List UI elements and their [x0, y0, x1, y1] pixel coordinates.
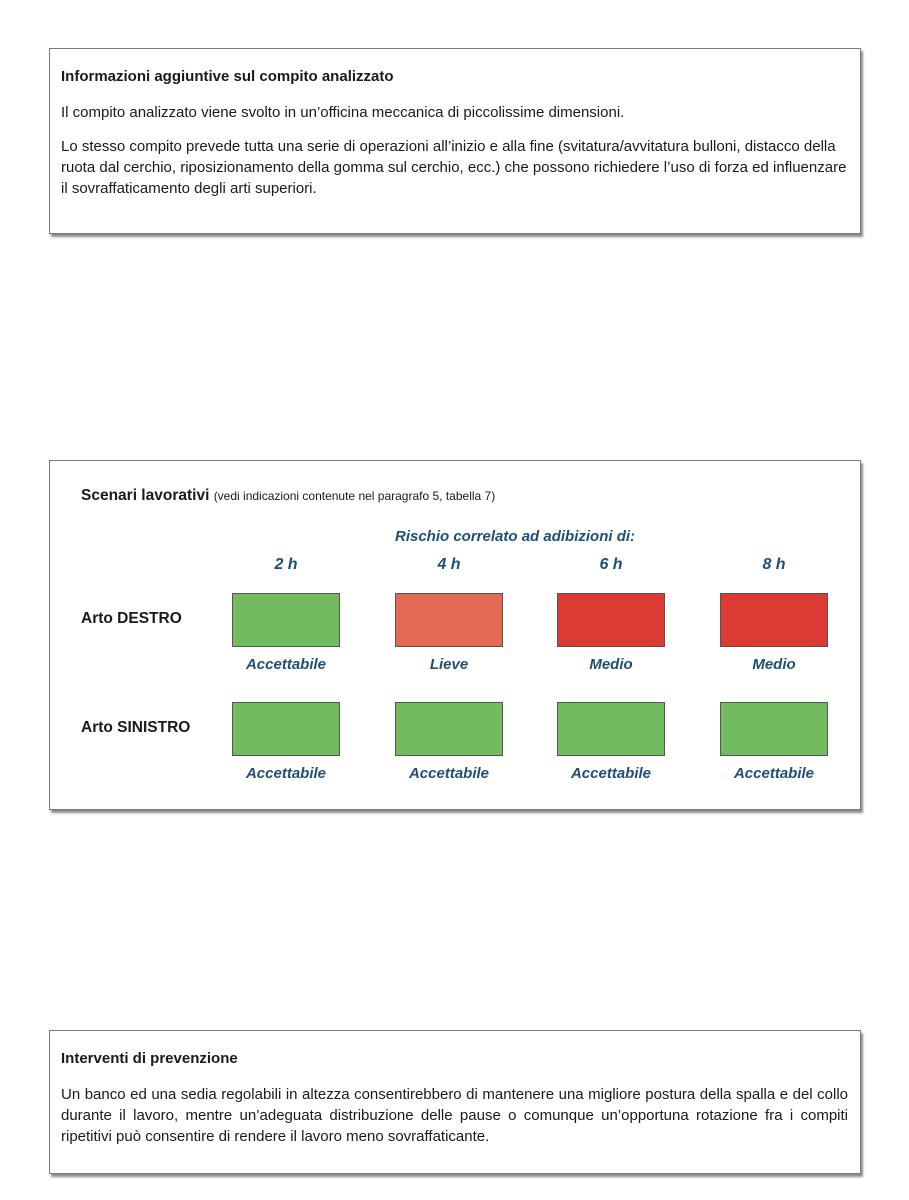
hour-label: 2 h: [274, 556, 298, 573]
prevention-paragraph: Un banco ed una sedia regolabili in altezza consentirebbero di mantenere una migliore postura della spalla e del collo durante il lavoro, mentre un’adeguata distribuzione delle pause o comunque un’opportuna rotazione fra i compiti ripetitivi può consentire di rendere il lavoro meno sovraffaticante.: [61, 1086, 848, 1145]
risk-cell: [232, 702, 340, 756]
risk-cell: [720, 702, 828, 756]
risk-label: Lieve: [429, 656, 469, 673]
prevention-box: [49, 1030, 861, 1174]
risk-cell: [232, 593, 340, 647]
prevention-box-title: Interventi di prevenzione: [61, 1050, 238, 1067]
risk-label: Medio: [752, 656, 796, 673]
risk-cell: [395, 593, 503, 647]
risk-label: Medio: [589, 656, 633, 673]
risk-label: Accettabile: [733, 765, 815, 782]
risk-label: Accettabile: [245, 656, 327, 673]
risk-label: Accettabile: [245, 765, 327, 782]
row-label-left-arm: Arto SINISTRO: [81, 719, 191, 736]
info-paragraph-2: Lo stesso compito prevede tutta una serie di operazioni all’inizio e alla fine (svitatura/avvitatura bulloni, distacco della ruota dal cerchio, riposizionamento della gomma sul cerchio, ecc.) che possono richiedere l’uso di forza ed influenzare il sovraffaticamento degli arti superiori.: [61, 138, 847, 197]
scenarios-title-text: Scenari lavorativi: [81, 487, 210, 504]
row-label-right-arm: Arto DESTRO: [81, 610, 182, 627]
scenarios-note: (vedi indicazioni contenute nel paragrafo 5, tabella 7): [213, 489, 496, 503]
info-box: [49, 48, 861, 234]
scenarios-title: [81, 487, 495, 505]
risk-header: Rischio correlato ad adibizioni di:: [395, 528, 636, 545]
risk-label: Accettabile: [570, 765, 652, 782]
hour-label: 4 h: [437, 556, 461, 573]
info-paragraph-1: Il compito analizzato viene svolto in un’officina meccanica di piccolissime dimensioni.: [61, 104, 625, 121]
scenarios-box: [49, 460, 861, 810]
risk-cell: [395, 702, 503, 756]
hour-label: 8 h: [762, 556, 786, 573]
risk-label: Accettabile: [408, 765, 490, 782]
risk-cell: [720, 593, 828, 647]
risk-cell: [557, 702, 665, 756]
info-box-title: Informazioni aggiuntive sul compito analizzato: [61, 68, 394, 85]
risk-cell: [557, 593, 665, 647]
hour-label: 6 h: [599, 556, 623, 573]
